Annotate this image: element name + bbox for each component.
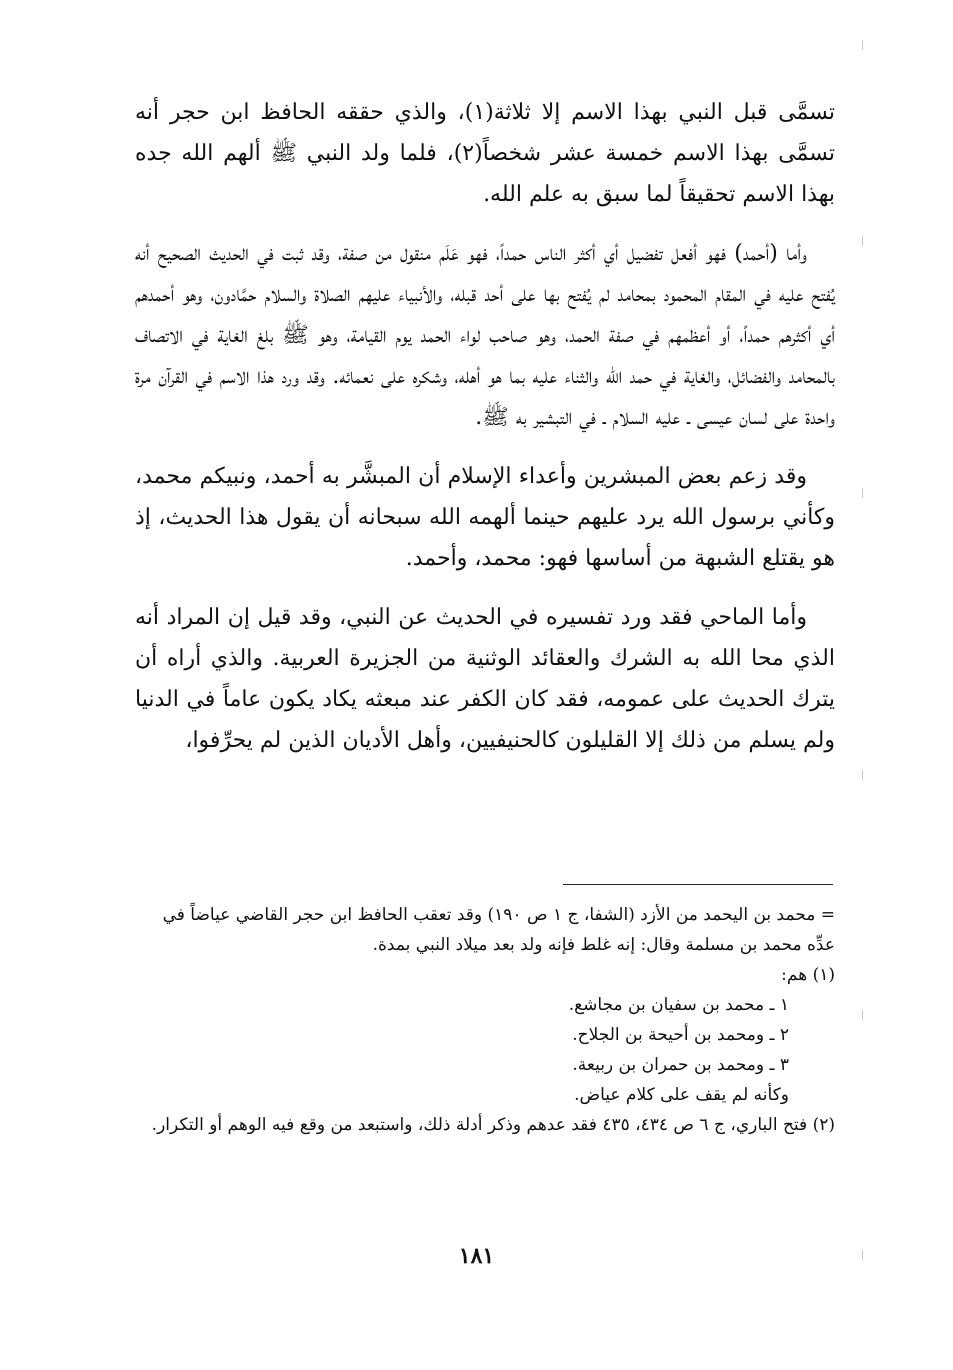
- page-number: ١٨١: [458, 1243, 495, 1269]
- margin-mark: [862, 1010, 863, 1020]
- footnote-1-list: [135, 990, 835, 1110]
- margin-mark: [862, 40, 863, 50]
- footnotes: [135, 900, 835, 1140]
- footnote-1-intro: (١) هم:: [781, 965, 835, 985]
- list-item: ٣ ـ ومحمد بن حمران بن ربيعة.: [572, 1055, 789, 1075]
- margin-mark: [862, 236, 863, 246]
- footnote-1-remark: وكأنه لم يقف على كلام عياض.: [574, 1085, 789, 1105]
- footnote-continuation: = محمد بن اليحمد من الأزد (الشفا، ج ١ ص ١٩٠) وقد تعقب الحافظ ابن حجر القاضي عياضاً في عدِّه محمد بن مسلمة وقال: إنه غلط فإنه ولد بعد ميلاد النبي بمدة.: [162, 905, 835, 955]
- paragraph: وأما الماحي فقد ورد تفسيره في الحديث عن النبي، وقد قيل إن المراد أنه الذي محا الله به الشرك والعقائد الوثنية من الجزيرة العربية. والذي أراه أن يترك الحديث على عمومه، فقد كان الكفر عند مبعثه يكاد يكون عاماً في الدنيا ولم يسلم من ذلك إلا القليلون كالحنيفيين، وأهل الأديان الذين لم يحرِّفوا،: [135, 605, 835, 753]
- list-item: ١ ـ محمد بن سفيان بن مجاشع.: [568, 995, 789, 1015]
- paragraph: وأما (أحمد) فهو أفعل تفضيل أي أكثر الناس حمداً، فهو عَلَم منقول من صفة، وقد ثبت في الحديث الصحيح أنه يُفتح عليه في المقام المحمود بمحامد لم يُفتح بها على أحد قبله، والأنبياء عليهم الصلاة والسلام حمَّادون، وهو أحمدهم أي أكثرهم حمداً، أو أعظمهم في صفة الحمد، وهو صاحب لواء الحمد يوم القيامة، وهو ﷺ بلغ الغاية في الاتصاف بالمحامد والفضائل، والغاية في حمد الله والثناء عليه بما هو أهله، وشكره على نعمائه. وقد ورد هذا الاسم في القرآن مرة واحدة على لسان عيسى ـ عليه السلام ـ في التبشير به ﷺ.: [135, 241, 835, 430]
- footnote-separator: [563, 884, 833, 885]
- paragraph: تسمَّى قبل النبي بهذا الاسم إلا ثلاثة(١)، والذي حققه الحافظ ابن حجر أنه تسمَّى بهذا الاسم خمسة عشر شخصاً(٢)، فلما ولد النبي ﷺ ألهم الله جده بهذا الاسم تحقيقاً لما سبق به علم الله.: [135, 100, 836, 207]
- list-item: ٢ ـ ومحمد بن أحيحة بن الجلاح.: [572, 1025, 789, 1045]
- paragraph: وقد زعم بعض المبشرين وأعداء الإسلام أن المبشَّر به أحمد، ونبيكم محمد، وكأني برسول الله يرد عليهم حينما ألهمه الله سبحانه أن يقول هذا الحديث، إذ هو يقتلع الشبهة من أساسها فهو: محمد، وأحمد.: [135, 464, 835, 571]
- margin-mark: [862, 770, 863, 780]
- main-text: [135, 92, 835, 779]
- margin-mark: [862, 488, 863, 498]
- footnote-2: (٢) فتح الباري، ج ٦ ص ٤٣٤، ٤٣٥ فقد عدهم وذكر أدلة ذلك، واستبعد من وقع فيه الوهم أو التكرار.: [151, 1115, 835, 1135]
